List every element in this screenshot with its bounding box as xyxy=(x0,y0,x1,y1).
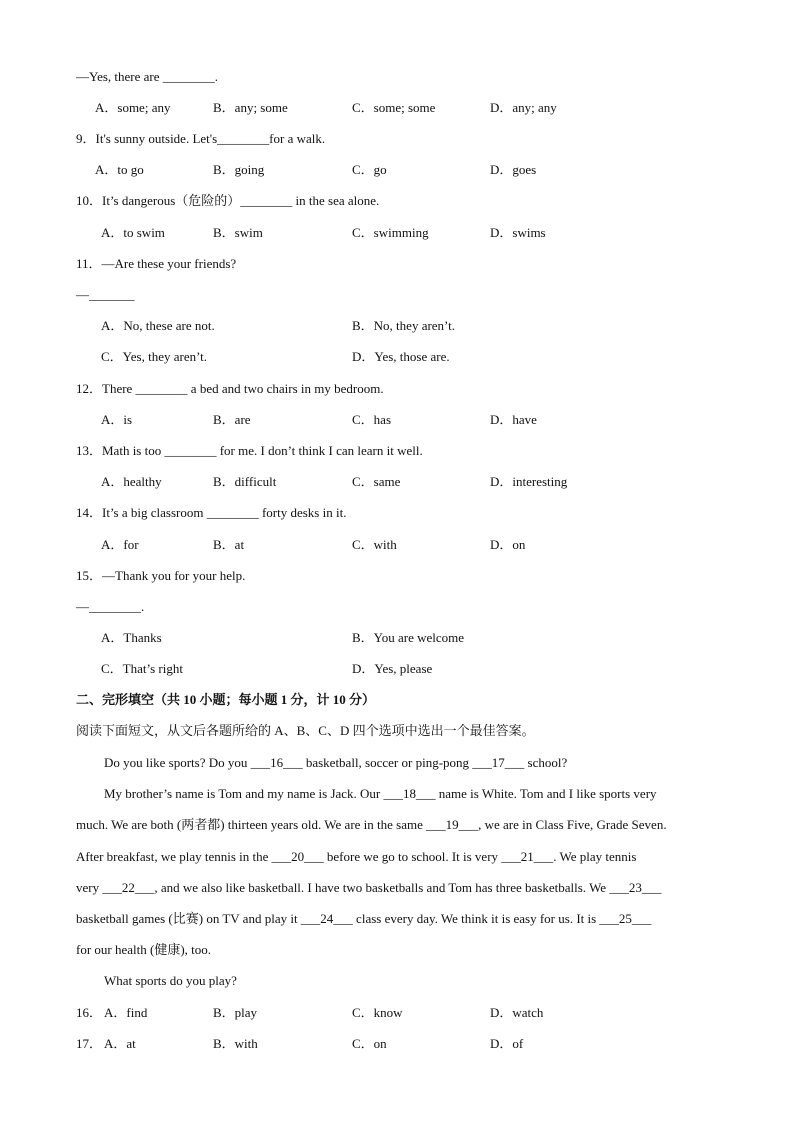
q16-label: 16． xyxy=(76,1005,103,1020)
q8-option-c: C．some; some xyxy=(352,100,436,115)
q11-option-c: C．Yes, they aren’t. xyxy=(101,349,208,364)
q12-option-b: B．are xyxy=(213,412,251,427)
q13-stem: 13．Math is too ________ for me. I don’t think I can learn it well. xyxy=(76,443,423,458)
q10-option-c: C．swimming xyxy=(352,225,429,240)
q8-option-d: D．any; any xyxy=(490,100,557,115)
q12-option-d: D．have xyxy=(490,412,537,427)
q13-option-b: B．difficult xyxy=(213,474,277,489)
passage-line-1: Do you like sports? Do you ___16___ basketball, soccer or ping-pong ___17___ school? xyxy=(104,755,568,770)
q10-option-d: D．swims xyxy=(490,225,546,240)
q12-option-a: A．is xyxy=(101,412,133,427)
q13-option-c: C．same xyxy=(352,474,401,489)
q17-option-b: B．with xyxy=(213,1036,258,1051)
q14-stem: 14．It’s a big classroom ________ forty desks in it. xyxy=(76,505,347,520)
q13-option-d: D．interesting xyxy=(490,474,568,489)
q17-option-c: C．on xyxy=(352,1036,387,1051)
q16-option-c: C．know xyxy=(352,1005,403,1020)
q13-option-a: A．healthy xyxy=(101,474,162,489)
q10-option-b: B．swim xyxy=(213,225,263,240)
q10-option-a: A．to swim xyxy=(101,225,165,240)
q14-option-d: D．on xyxy=(490,537,526,552)
q8-option-a: A．some; any xyxy=(95,100,171,115)
q15-stem: 15．—Thank you for your help. xyxy=(76,568,246,583)
q17-option-d: D．of xyxy=(490,1036,524,1051)
passage-line-4: After breakfast, we play tennis in the ___20___ before we go to school. It is very ___21___. We play tennis xyxy=(76,849,637,864)
passage-line-8: What sports do you play? xyxy=(104,973,237,988)
q9-stem: 9．It's sunny outside. Let's________for a walk. xyxy=(76,131,326,146)
q11-option-b: B．No, they aren’t. xyxy=(352,318,456,333)
q9-option-d: D．goes xyxy=(490,162,537,177)
section2-heading: 二、完形填空（共 10 小题；每小题 1 分，计 10 分） xyxy=(76,692,376,707)
q10-stem: 10．It’s dangerous（危险的）________ in the sea alone. xyxy=(76,193,380,208)
passage-line-2: My brother’s name is Tom and my name is Jack. Our ___18___ name is White. Tom and I like sports very xyxy=(104,786,657,801)
section2-instruction: 阅读下面短文，从文后各题所给的 A、B、C、D 四个选项中选出一个最佳答案。 xyxy=(76,723,535,738)
q15-option-b: B．You are welcome xyxy=(352,630,465,645)
q15-option-a: A．Thanks xyxy=(101,630,162,645)
q17-option-a: A．at xyxy=(104,1036,136,1051)
q9-option-a: A．to go xyxy=(95,162,144,177)
q14-option-c: C．with xyxy=(352,537,397,552)
q11-answer-line: —_______ xyxy=(76,287,135,302)
passage-line-7: for our health (健康), too. xyxy=(76,942,212,957)
q12-option-c: C．has xyxy=(352,412,392,427)
passage-line-5: very ___22___, and we also like basketball. I have two basketballs and Tom has three basketballs. We ___23___ xyxy=(76,880,662,895)
q11-option-d: D．Yes, those are. xyxy=(352,349,450,364)
q8-option-b: B．any; some xyxy=(213,100,288,115)
q15-option-d: D．Yes, please xyxy=(352,661,433,676)
q17-label: 17． xyxy=(76,1036,103,1051)
passage-line-6: basketball games (比赛) on TV and play it ___24___ class every day. We think it is easy for us. It is ___25___ xyxy=(76,911,652,926)
q14-option-a: A．for xyxy=(101,537,139,552)
q15-answer-line: —________. xyxy=(76,599,145,614)
q9-option-b: B．going xyxy=(213,162,265,177)
q12-stem: 12．There ________ a bed and two chairs in my bedroom. xyxy=(76,381,384,396)
q16-option-b: B．play xyxy=(213,1005,258,1020)
q11-stem: 11．—Are these your friends? xyxy=(76,256,237,271)
q15-option-c: C．That’s right xyxy=(101,661,183,676)
q16-option-d: D．watch xyxy=(490,1005,544,1020)
q16-option-a: A．find xyxy=(104,1005,148,1020)
q9-option-c: C．go xyxy=(352,162,387,177)
q14-option-b: B．at xyxy=(213,537,245,552)
q8-stem: —Yes, there are ________. xyxy=(76,69,219,84)
q11-option-a: A．No, these are not. xyxy=(101,318,215,333)
passage-line-3: much. We are both (两者都) thirteen years old. We are in the same ___19___, we are in Class Five, Grade Seven. xyxy=(76,817,667,832)
